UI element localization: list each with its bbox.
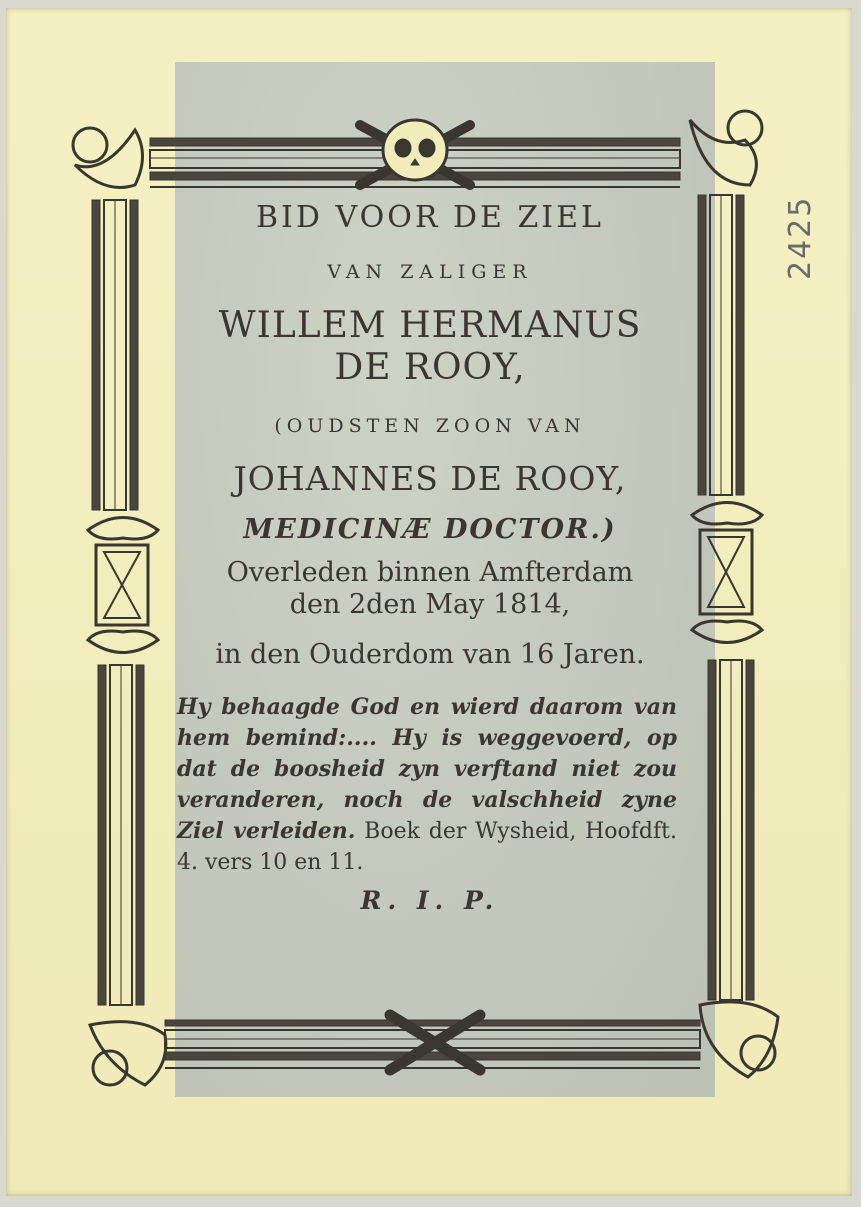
verse-text: Hy behaagde God en wierd daarom van hem bemind:.... Hy is weggevoerd, op dat de boosheid zyn verftand niet zou veranderen, noch de valschheid zyne Ziel verleiden. <box>177 694 677 844</box>
death-date: den 2den May 1814, <box>289 589 571 620</box>
father-title: MEDICINÆ DOCTOR.) <box>243 514 617 545</box>
heading-pray: BID VOOR DE ZIEL <box>256 200 604 235</box>
rip: R. I. P. <box>360 886 500 915</box>
deceased-name-last: DE ROOY, <box>334 347 526 388</box>
scripture-verse <box>175 692 685 878</box>
age-at-death: in den Ouderdom van 16 Jaren. <box>215 639 645 670</box>
deceased-name-first: WILLEM HERMANUS <box>218 305 642 346</box>
verse-reference: Boek der Wysheid, Hoofdft. 4. vers 10 en 11. <box>177 819 677 875</box>
father-name: JOHANNES DE ROOY, <box>233 459 627 498</box>
eldest-son-of: (OUDSTEN ZOON VAN <box>274 415 586 437</box>
death-place: Overleden binnen Amfterdam <box>226 557 634 588</box>
heading-of-late: VAN ZALIGER <box>327 261 533 283</box>
memorial-text <box>175 200 685 915</box>
archive-number: 2425 <box>783 195 818 280</box>
